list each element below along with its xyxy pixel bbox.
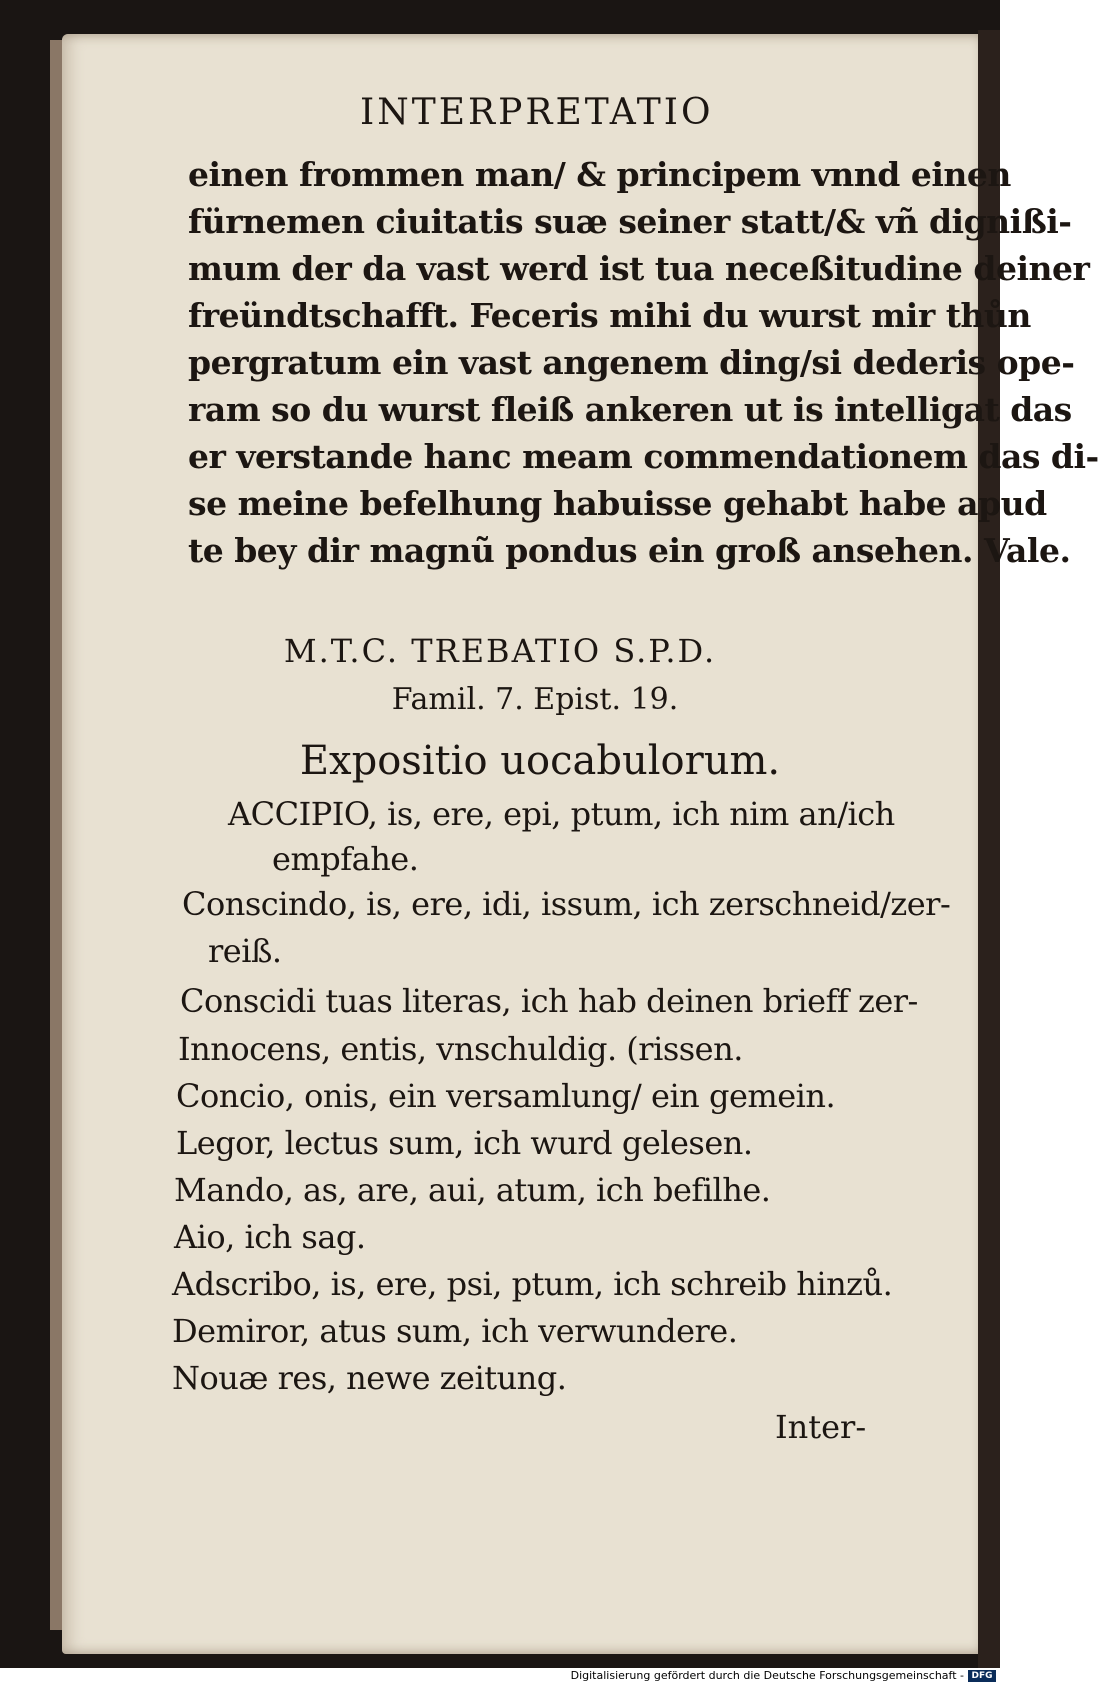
- vocabulary-entry: reiß.: [208, 932, 282, 970]
- body-line: ram so du wurst fleiß ankeren ut is intelligat das: [188, 390, 1072, 429]
- body-line: fürnemen ciuitatis suæ seiner statt/& vñ dignißi-: [188, 202, 1072, 241]
- running-head: INTERPRETATIO: [360, 92, 714, 133]
- catchword: Inter-: [775, 1408, 867, 1446]
- vocabulary-entry: Nouæ res, newe zeitung.: [172, 1359, 567, 1397]
- body-line: se meine befelhung habuisse gehabt habe apud: [188, 484, 1047, 523]
- letter-heading: M.T.C. TREBATIO S.P.D.: [283, 632, 717, 670]
- digitization-footer: [0, 1668, 1000, 1685]
- funding-credit: Digitalisierung gefördert durch die Deutsche Forschungsgemeinschaft -: [570, 1669, 964, 1682]
- body-line: mum der da vast werd ist tua neceßitudine deiner: [188, 249, 1090, 288]
- letter-reference: Famil. 7. Epist. 19.: [391, 682, 679, 717]
- vocabulary-entry: Concio, onis, ein versamlung/ ein gemein.: [176, 1077, 836, 1115]
- vocabulary-entry: Innocens, entis, vnschuldig. (rissen.: [178, 1030, 743, 1068]
- section-title: Expositio uocabulorum.: [299, 738, 781, 784]
- body-line: pergratum ein vast angenem ding/si dederis ope-: [188, 343, 1075, 382]
- vocabulary-entry: Adscribo, is, ere, psi, ptum, ich schreib hinzů.: [172, 1265, 893, 1303]
- vocabulary-entry: Conscindo, is, ere, idi, issum, ich zerschneid/zer-: [182, 885, 951, 923]
- body-line: einen frommen man/ & principem vnnd einen: [188, 155, 1011, 194]
- vocabulary-entry: Conscidi tuas literas, ich hab deinen brieff zer-: [180, 982, 918, 1020]
- body-line: freündtschafft. Feceris mihi du wurst mir thůn: [188, 296, 1031, 335]
- body-line: te bey dir magnũ pondus ein groß ansehen. Vale.: [188, 531, 1071, 570]
- vocabulary-entry: empfahe.: [272, 840, 419, 878]
- vocabulary-entry: Mando, as, are, aui, atum, ich befilhe.: [174, 1171, 771, 1209]
- vocabulary-entry: Legor, lectus sum, ich wurd gelesen.: [176, 1124, 753, 1162]
- vocabulary-entry: Demiror, atus sum, ich verwundere.: [172, 1312, 738, 1350]
- vocabulary-entry: ACCIPIO, is, ere, epi, ptum, ich nim an/ich: [228, 795, 895, 833]
- vocabulary-entry: Aio, ich sag.: [174, 1218, 366, 1256]
- body-line: er verstande hanc meam commendationem das di-: [188, 437, 1099, 476]
- dfg-logo: DFG: [968, 1670, 996, 1682]
